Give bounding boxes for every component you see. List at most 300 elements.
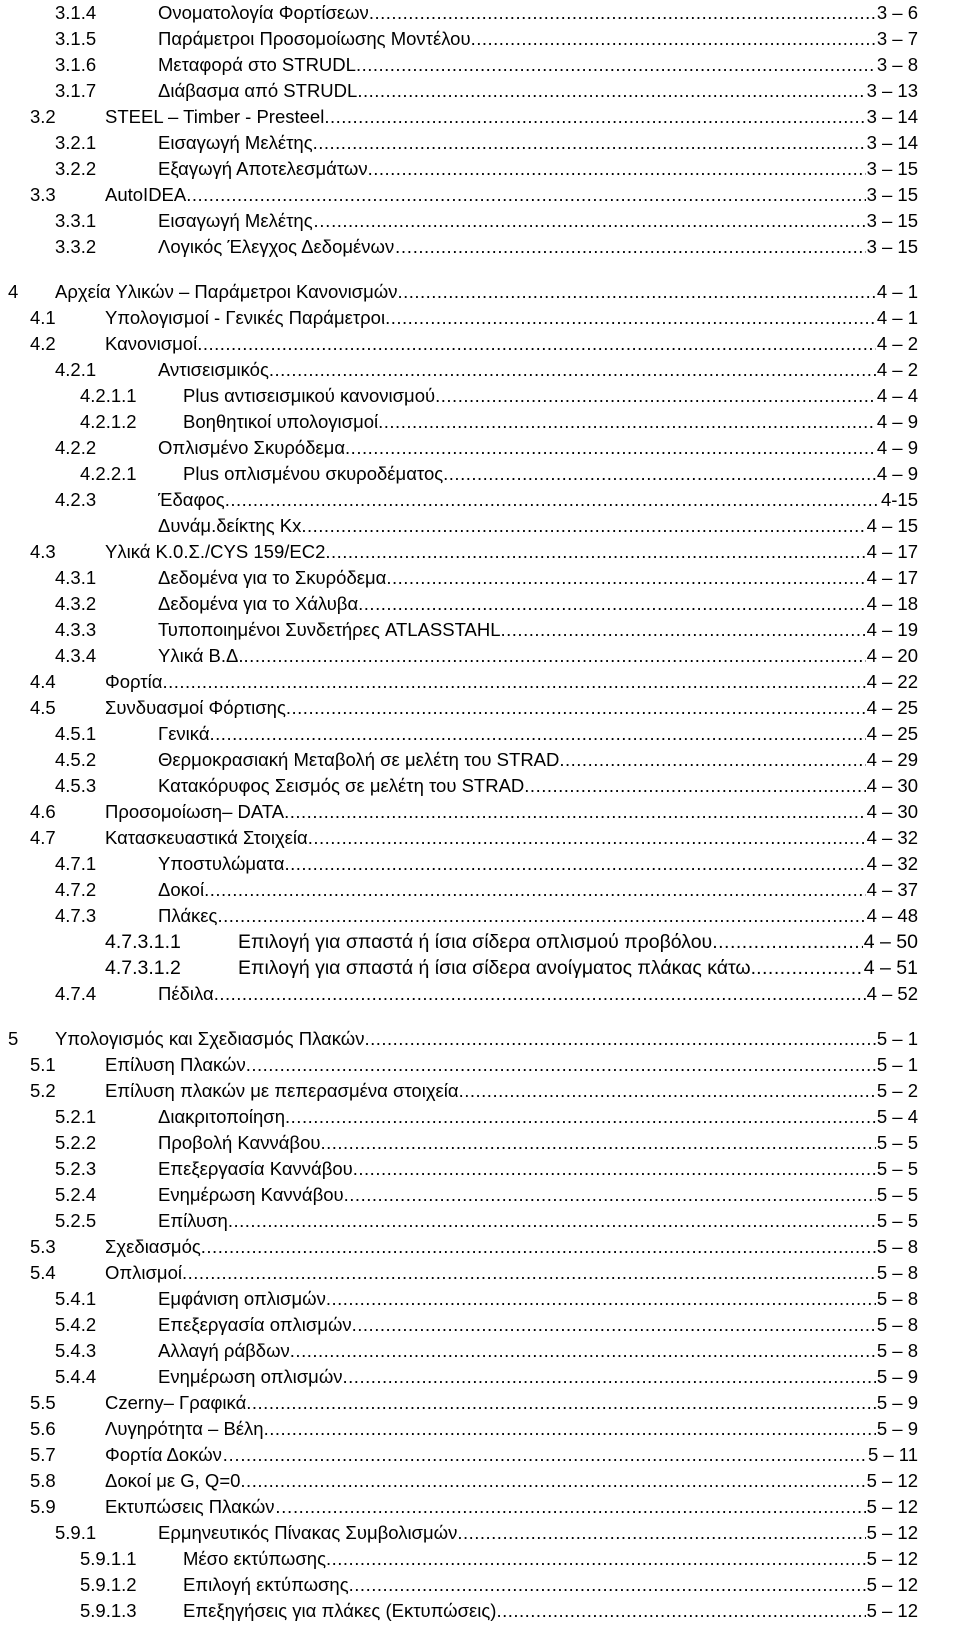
toc-entry[interactable] bbox=[0, 1442, 918, 1468]
toc-entry-line bbox=[105, 1260, 918, 1286]
toc-entry-number: 5.3 bbox=[30, 1236, 56, 1257]
toc-entry-page: 4 – 30 bbox=[866, 801, 918, 822]
toc-entry[interactable] bbox=[0, 1104, 918, 1130]
toc-entry-line bbox=[105, 1390, 918, 1416]
toc-entry-title: AutoIDEA bbox=[105, 184, 187, 205]
toc-entry[interactable] bbox=[0, 1416, 918, 1442]
toc-entry[interactable] bbox=[0, 182, 918, 208]
toc-entry-page: 5 – 8 bbox=[876, 1288, 918, 1309]
dot-leader bbox=[457, 1520, 865, 1546]
toc-entry-title: Σχεδιασμός bbox=[105, 1236, 201, 1257]
toc-entry-page: 4 – 4 bbox=[876, 385, 918, 406]
toc-entry-line bbox=[105, 1442, 918, 1468]
toc-entry-line bbox=[183, 1598, 918, 1624]
dot-leader bbox=[712, 929, 863, 955]
dot-leader bbox=[559, 747, 865, 773]
toc-entry-page: 5 – 5 bbox=[876, 1210, 918, 1231]
dot-leader bbox=[286, 695, 866, 721]
toc-entry-line bbox=[158, 1156, 918, 1182]
toc-entry-page: 4 – 2 bbox=[876, 333, 918, 354]
toc-entry-title: Δυνάμ.δείκτης Kx bbox=[158, 515, 302, 536]
toc-entry[interactable] bbox=[0, 1338, 918, 1364]
toc-entry-number: 3.2.2 bbox=[55, 158, 97, 179]
toc-entry-number: 4.2.1 bbox=[55, 359, 97, 380]
toc-entry-number: 4.3.4 bbox=[55, 645, 97, 666]
toc-entry-title: Διάβασμα από STRUDL bbox=[158, 80, 358, 101]
toc-entry-page: 4 – 20 bbox=[866, 645, 918, 666]
toc-entry-title: Υλικά Β.Δ. bbox=[158, 645, 244, 666]
toc-entry[interactable] bbox=[0, 851, 918, 877]
toc-entry[interactable] bbox=[0, 1234, 918, 1260]
toc-entry-page: 3 – 8 bbox=[876, 54, 918, 75]
dot-leader bbox=[204, 877, 865, 903]
toc-entry[interactable] bbox=[0, 331, 918, 357]
toc-entry-line bbox=[55, 279, 918, 305]
toc-entry-page: 5 – 12 bbox=[866, 1574, 918, 1595]
toc-entry-number: 4.7.1 bbox=[55, 853, 97, 874]
toc-entry[interactable] bbox=[0, 877, 918, 903]
toc-entry-title: Βοηθητικοί υπολογισμοί bbox=[183, 411, 379, 432]
dot-leader bbox=[352, 1312, 876, 1338]
toc-entry[interactable] bbox=[0, 669, 918, 695]
toc-entry-page: 4 – 48 bbox=[866, 905, 918, 926]
toc-entry-title: Προβολή Καννάβου bbox=[158, 1132, 321, 1153]
toc-entry-page: 4 – 9 bbox=[876, 437, 918, 458]
toc-entry[interactable] bbox=[0, 1078, 918, 1104]
toc-entry-line bbox=[105, 799, 918, 825]
toc-entry-line bbox=[105, 331, 918, 357]
toc-entry-page: 5 – 5 bbox=[876, 1184, 918, 1205]
toc-entry[interactable] bbox=[0, 383, 918, 409]
dot-leader bbox=[364, 1026, 875, 1052]
toc-entry-line bbox=[158, 903, 918, 929]
dot-leader bbox=[326, 1286, 876, 1312]
dot-leader bbox=[397, 279, 875, 305]
toc-entry-page: 3 – 14 bbox=[866, 106, 918, 127]
toc-entry-line bbox=[183, 383, 918, 409]
dot-leader bbox=[214, 981, 866, 1007]
toc-entry[interactable] bbox=[0, 1390, 918, 1416]
toc-entry-page: 4 – 32 bbox=[866, 853, 918, 874]
toc-entry[interactable] bbox=[0, 130, 918, 156]
toc-entry-line bbox=[238, 955, 918, 981]
toc-entry[interactable] bbox=[0, 487, 918, 513]
toc-entry-title: Τυποποιημένοι Συνδετήρες ATLASSTAHL bbox=[158, 619, 501, 640]
toc-entry[interactable] bbox=[0, 1130, 918, 1156]
toc-entry[interactable] bbox=[0, 208, 918, 234]
toc-entry[interactable] bbox=[0, 617, 918, 643]
toc-entry[interactable] bbox=[0, 773, 918, 799]
toc-entry[interactable] bbox=[0, 695, 918, 721]
toc-entry[interactable] bbox=[0, 1052, 918, 1078]
toc-entry-number: 4.1 bbox=[30, 307, 56, 328]
toc-entry-number: 5.9.1.2 bbox=[80, 1574, 137, 1595]
toc-entry-title: Πέδιλα bbox=[158, 983, 214, 1004]
toc-entry-page: 3 – 13 bbox=[866, 80, 918, 101]
toc-entry[interactable] bbox=[0, 513, 918, 539]
toc-entry-number: 5.2.1 bbox=[55, 1106, 97, 1127]
toc-entry-line bbox=[158, 721, 918, 747]
dot-leader bbox=[285, 1104, 876, 1130]
dot-leader bbox=[386, 565, 865, 591]
toc-entry-page: 4 – 9 bbox=[876, 463, 918, 484]
dot-leader bbox=[368, 156, 866, 182]
toc-entry-title: Συνδυασμοί Φόρτισης bbox=[105, 697, 286, 718]
toc-entry-title: Επίλυση Πλακών bbox=[105, 1054, 246, 1075]
toc-entry-title: Ονοματολογία Φορτίσεων bbox=[158, 2, 369, 23]
toc-entry-title: Φορτία Δοκών… bbox=[105, 1444, 241, 1465]
toc-entry-number: 5.2.2 bbox=[55, 1132, 97, 1153]
toc-entry-page: 5 – 5 bbox=[876, 1132, 918, 1153]
toc-entry[interactable] bbox=[0, 1260, 918, 1286]
toc-entry-page: 5 – 1 bbox=[876, 1028, 918, 1049]
toc-entry-page: 4 – 19 bbox=[866, 619, 918, 640]
toc-entry-page: 3 – 6 bbox=[876, 2, 918, 23]
dot-leader bbox=[358, 591, 865, 617]
toc-entry-line bbox=[158, 1104, 918, 1130]
toc-entry-line bbox=[158, 0, 918, 26]
toc-entry-page: 4 – 1 bbox=[876, 307, 918, 328]
toc-entry-page: 5 – 8 bbox=[876, 1314, 918, 1335]
toc-entry-title: Ενημέρωση Καννάβου bbox=[158, 1184, 344, 1205]
toc-entry[interactable] bbox=[0, 1598, 918, 1624]
toc-entry-line bbox=[105, 1416, 918, 1442]
toc-entry-page: 4 – 9 bbox=[876, 411, 918, 432]
dot-leader bbox=[290, 1338, 876, 1364]
toc-entry-line bbox=[158, 487, 918, 513]
dot-leader bbox=[344, 1182, 876, 1208]
toc-entry-page: 5 – 4 bbox=[876, 1106, 918, 1127]
dot-leader bbox=[324, 104, 865, 130]
toc-entry-page: 4 – 2 bbox=[876, 359, 918, 380]
toc-entry-number: 4.7 bbox=[30, 827, 56, 848]
toc-entry-title: Δοκοί bbox=[158, 879, 205, 900]
toc-entry-page: 4 – 32 bbox=[866, 827, 918, 848]
toc-entry-line bbox=[105, 1052, 918, 1078]
toc-entry-number: 4.7.3.1.1 bbox=[105, 931, 181, 953]
toc-entry-line bbox=[105, 182, 918, 208]
toc-entry-line bbox=[105, 539, 918, 565]
toc-entry-number: 4.7.2 bbox=[55, 879, 97, 900]
dot-leader bbox=[524, 773, 865, 799]
toc-entry-title: Εξαγωγή Αποτελεσμάτων bbox=[158, 158, 368, 179]
dot-leader bbox=[320, 1130, 875, 1156]
toc-entry-number: 5.2 bbox=[30, 1080, 56, 1101]
dot-leader bbox=[246, 1390, 876, 1416]
toc-entry-number: 4.5.2 bbox=[55, 749, 97, 770]
dot-leader bbox=[471, 26, 876, 52]
dot-leader bbox=[240, 1442, 867, 1468]
toc-entry-number: 5.9.1.3 bbox=[80, 1600, 137, 1621]
toc-entry-title: Παράμετροι Προσομοίωσης Μοντέλου bbox=[158, 28, 471, 49]
toc-entry-number: 5.1 bbox=[30, 1054, 56, 1075]
toc-entry-title: Οπλισμένο Σκυρόδεμα bbox=[158, 437, 346, 458]
toc-entry[interactable] bbox=[0, 279, 918, 305]
toc-entry-title: Δεδομένα για το Χάλυβα bbox=[158, 593, 359, 614]
toc-entry[interactable] bbox=[0, 1364, 918, 1390]
toc-entry-page: 3 – 15 bbox=[866, 184, 918, 205]
toc-entry[interactable] bbox=[0, 1572, 918, 1598]
toc-entry-title: Κατασκευαστικά Στοιχεία bbox=[105, 827, 308, 848]
toc-entry-title: Μεταφορά στο STRUDL bbox=[158, 54, 356, 75]
toc-entry-line bbox=[158, 435, 918, 461]
toc-entry-page: 4 – 37 bbox=[866, 879, 918, 900]
toc-entry-number: 4.6 bbox=[30, 801, 56, 822]
toc-entry-page: 5 – 5 bbox=[876, 1158, 918, 1179]
toc-entry-title: Ενημέρωση οπλισμών bbox=[158, 1366, 343, 1387]
toc-entry-number: 5.4.3 bbox=[55, 1340, 97, 1361]
toc-entry-title: Επίλυση πλακών με πεπερασμένα στοιχεία bbox=[105, 1080, 459, 1101]
toc-entry[interactable] bbox=[0, 799, 918, 825]
toc-entry[interactable] bbox=[0, 1520, 918, 1546]
toc-entry-page: 5 – 12 bbox=[866, 1470, 918, 1491]
toc-entry-number: 3.1.5 bbox=[55, 28, 97, 49]
dot-leader bbox=[413, 234, 866, 260]
toc-entry-page: 5 – 12 bbox=[866, 1522, 918, 1543]
toc-entry-line bbox=[183, 409, 918, 435]
dot-leader bbox=[435, 383, 876, 409]
toc-entry-line bbox=[158, 1286, 918, 1312]
toc-entry-number: 5.9 bbox=[30, 1496, 56, 1517]
toc-entry-line bbox=[158, 1208, 918, 1234]
toc-entry-title: Plus οπλισμένου σκυροδέματος bbox=[183, 463, 444, 484]
toc-entry-line bbox=[158, 234, 918, 260]
toc-entry-line bbox=[238, 929, 918, 955]
toc-entry-number: 5 bbox=[8, 1028, 19, 1049]
toc-entry-line bbox=[158, 357, 918, 383]
dot-leader bbox=[501, 617, 866, 643]
dot-leader bbox=[293, 1494, 866, 1520]
toc-entry-number: 4.2.1.2 bbox=[80, 411, 137, 432]
toc-entry[interactable] bbox=[0, 1468, 918, 1494]
toc-entry-title: Αλλαγή ράβδων bbox=[158, 1340, 290, 1361]
toc-entry[interactable] bbox=[0, 78, 918, 104]
dot-leader bbox=[349, 1572, 866, 1598]
toc-entry-number: 4.7.4 bbox=[55, 983, 97, 1004]
toc-entry[interactable] bbox=[0, 825, 918, 851]
dot-leader bbox=[331, 208, 865, 234]
toc-entry-line bbox=[158, 1182, 918, 1208]
toc-entry-title: Κανονισμοί bbox=[105, 333, 198, 354]
toc-entry-line bbox=[105, 1078, 918, 1104]
toc-entry-number: 5.5 bbox=[30, 1392, 56, 1413]
toc-entry-page: 4 – 25 bbox=[866, 723, 918, 744]
dot-leader bbox=[443, 461, 876, 487]
toc-entry[interactable] bbox=[0, 643, 918, 669]
toc-entry[interactable] bbox=[0, 1182, 918, 1208]
toc-entry-line bbox=[158, 1364, 918, 1390]
toc-entry-title: Plus αντισεισμικού κανονισμού bbox=[183, 385, 436, 406]
toc-entry[interactable] bbox=[0, 591, 918, 617]
toc-entry-line bbox=[105, 1494, 918, 1520]
toc-entry-number: 4.2 bbox=[30, 333, 56, 354]
toc-entry[interactable] bbox=[0, 234, 918, 260]
toc-entry-number: 5.4.2 bbox=[55, 1314, 97, 1335]
dot-leader bbox=[186, 182, 865, 208]
toc-entry-line bbox=[158, 130, 918, 156]
toc-entry[interactable] bbox=[0, 357, 918, 383]
toc-entry[interactable] bbox=[0, 1286, 918, 1312]
toc-entry-title: Επεξεργασία οπλισμών bbox=[158, 1314, 352, 1335]
dot-leader bbox=[313, 130, 866, 156]
toc-entry-title: Επίλυση bbox=[158, 1210, 228, 1231]
toc-entry-title: Λογικός Έλεγχος Δεδομένων… bbox=[158, 236, 413, 257]
dot-leader bbox=[459, 1078, 876, 1104]
toc-entry-title: Έδαφος bbox=[158, 489, 225, 510]
toc-entry[interactable] bbox=[0, 903, 918, 929]
toc-entry-number: 3.3.1 bbox=[55, 210, 97, 231]
toc-entry-page: 4 – 50 bbox=[863, 931, 918, 953]
dot-leader bbox=[210, 721, 866, 747]
toc-entry-page: 4 – 1 bbox=[876, 281, 918, 302]
toc-entry-number: 4.2.2.1 bbox=[80, 463, 137, 484]
dot-leader bbox=[343, 1364, 876, 1390]
dot-leader bbox=[182, 1260, 876, 1286]
toc-entry[interactable] bbox=[0, 747, 918, 773]
toc-entry[interactable] bbox=[0, 52, 918, 78]
dot-leader bbox=[197, 331, 876, 357]
toc-entry[interactable] bbox=[0, 461, 918, 487]
toc-entry[interactable] bbox=[0, 721, 918, 747]
toc-entry-title: Εισαγωγή Μελέτης… bbox=[158, 210, 332, 231]
toc-entry-line bbox=[158, 981, 918, 1007]
toc-entry-line bbox=[105, 305, 918, 331]
toc-entry-page: 4 – 18 bbox=[866, 593, 918, 614]
toc-entry-line bbox=[158, 851, 918, 877]
toc-entry-title: Ερμηνευτικός Πίνακας Συμβολισμών bbox=[158, 1522, 458, 1543]
toc-entry-number: 4 bbox=[8, 281, 19, 302]
toc-entry-page: 3 – 15 bbox=[866, 158, 918, 179]
toc-entry-title: Επιλογή για σπαστά ή ίσια σίδερα οπλισμού προβόλου bbox=[238, 931, 713, 953]
toc-entry-title: Θερμοκρασιακή Μεταβολή σε μελέτη του STRAD bbox=[158, 749, 560, 770]
toc-entry-number: 5.2.4 bbox=[55, 1184, 97, 1205]
toc-entry-line bbox=[158, 747, 918, 773]
toc-entry-title: Επιλογή για σπαστά ή ίσια σίδερα ανοίγματος πλάκας κάτω. bbox=[238, 957, 757, 979]
toc-entry[interactable] bbox=[0, 1494, 918, 1520]
toc-entry-line bbox=[158, 565, 918, 591]
toc-entry-line bbox=[105, 104, 918, 130]
toc-entry-number: 4.3.1 bbox=[55, 567, 97, 588]
toc-entry-page: 5 – 8 bbox=[876, 1340, 918, 1361]
toc-entry-page: 5 – 2 bbox=[876, 1080, 918, 1101]
toc-entry-number: 4.7.3 bbox=[55, 905, 97, 926]
toc-entry[interactable] bbox=[0, 1208, 918, 1234]
toc-entry-title: Εισαγωγή Μελέτης bbox=[158, 132, 313, 153]
toc-entry-title: Εκτυπώσεις Πλακών… bbox=[105, 1496, 294, 1517]
toc-entry[interactable] bbox=[0, 0, 918, 26]
toc-entry-line bbox=[183, 1572, 918, 1598]
dot-leader bbox=[246, 1052, 876, 1078]
toc-entry[interactable] bbox=[0, 26, 918, 52]
toc-entry-line bbox=[158, 1338, 918, 1364]
toc-entry-line bbox=[158, 208, 918, 234]
toc-entry-number: 3.1.7 bbox=[55, 80, 97, 101]
toc-entry-page: 5 – 1 bbox=[876, 1054, 918, 1075]
dot-leader bbox=[496, 1598, 865, 1624]
toc-entry-number: 3.2 bbox=[30, 106, 56, 127]
toc-entry-number: 5.2.3 bbox=[55, 1158, 97, 1179]
toc-entry-line bbox=[158, 1312, 918, 1338]
toc-entry-page: 4 – 52 bbox=[866, 983, 918, 1004]
toc-entry-line bbox=[158, 156, 918, 182]
dot-leader bbox=[325, 539, 865, 565]
toc-entry-number: 4.3.2 bbox=[55, 593, 97, 614]
toc-entry-number: 4.3 bbox=[30, 541, 56, 562]
toc-entry-title: Επεξηγήσεις για πλάκες (Εκτυπώσεις) bbox=[183, 1600, 497, 1621]
toc-entry-line bbox=[55, 1026, 918, 1052]
toc-entry-page: 4-15 bbox=[880, 489, 918, 510]
toc-entry-number: 3.2.1 bbox=[55, 132, 97, 153]
toc-entry-page: 5 – 11 bbox=[867, 1444, 918, 1465]
toc-entry[interactable] bbox=[0, 1546, 918, 1572]
toc-entry[interactable] bbox=[0, 409, 918, 435]
dot-leader bbox=[378, 409, 876, 435]
toc-entry[interactable] bbox=[0, 1312, 918, 1338]
dot-leader bbox=[301, 513, 865, 539]
toc-entry[interactable] bbox=[0, 305, 918, 331]
toc-entry-title: Δοκοί με G, Q=0 bbox=[105, 1470, 241, 1491]
dot-leader bbox=[225, 487, 880, 513]
dot-leader bbox=[308, 825, 866, 851]
toc-entry-title: Πλάκες bbox=[158, 905, 218, 926]
toc-entry-page: 4 – 51 bbox=[863, 957, 918, 979]
toc-entry-page: 4 – 22 bbox=[866, 671, 918, 692]
toc-entry-number: 4.2.1.1 bbox=[80, 385, 137, 406]
dot-leader bbox=[240, 1468, 865, 1494]
toc-entry-line bbox=[105, 1234, 918, 1260]
toc-entry[interactable] bbox=[0, 156, 918, 182]
toc-entry-line bbox=[158, 52, 918, 78]
toc-entry-number: 4.5 bbox=[30, 697, 56, 718]
toc-entry-line bbox=[158, 1520, 918, 1546]
dot-leader bbox=[228, 1208, 876, 1234]
toc-entry-number: 3.3.2 bbox=[55, 236, 97, 257]
toc-entry[interactable] bbox=[0, 565, 918, 591]
toc-entry-number: 5.2.5 bbox=[55, 1210, 97, 1231]
dot-leader bbox=[284, 799, 865, 825]
toc-entry-title: Διακριτοποίηση bbox=[158, 1106, 286, 1127]
toc-entry[interactable] bbox=[0, 104, 918, 130]
toc-entry-title: Οπλισμοί bbox=[105, 1262, 182, 1283]
toc-entry-number: 4.2.2 bbox=[55, 437, 97, 458]
toc-entry[interactable] bbox=[0, 539, 918, 565]
toc-entry[interactable] bbox=[0, 435, 918, 461]
toc-entry-line bbox=[158, 1130, 918, 1156]
toc-entry[interactable] bbox=[0, 955, 918, 981]
toc-entry-page: 5 – 8 bbox=[876, 1236, 918, 1257]
toc-entry-number: 5.7 bbox=[30, 1444, 56, 1465]
toc-entry[interactable] bbox=[0, 929, 918, 955]
dot-leader bbox=[284, 851, 865, 877]
toc-entry-title: Γενικά bbox=[158, 723, 210, 744]
toc-entry-title: Επεξεργασία Καννάβου bbox=[158, 1158, 353, 1179]
toc-entry-number: 5.4.4 bbox=[55, 1366, 97, 1387]
dot-leader bbox=[369, 0, 876, 26]
toc-entry[interactable] bbox=[0, 981, 918, 1007]
toc-entry-title: Εμφάνιση οπλισμών bbox=[158, 1288, 326, 1309]
toc-entry-number: 5.6 bbox=[30, 1418, 56, 1439]
toc-entry-page: 3 – 7 bbox=[876, 28, 918, 49]
toc-entry-line bbox=[158, 78, 918, 104]
toc-entry-page: 5 – 9 bbox=[876, 1366, 918, 1387]
toc-entry-page: 4 – 29 bbox=[866, 749, 918, 770]
toc-entry[interactable] bbox=[0, 1026, 918, 1052]
dot-leader bbox=[357, 78, 865, 104]
toc-entry-title: Υπολογισμοί - Γενικές Παράμετροι bbox=[105, 307, 386, 328]
toc-entry-number: 4.7.3.1.2 bbox=[105, 957, 181, 979]
toc-entry[interactable] bbox=[0, 1156, 918, 1182]
toc-entry-page: 5 – 12 bbox=[866, 1548, 918, 1569]
